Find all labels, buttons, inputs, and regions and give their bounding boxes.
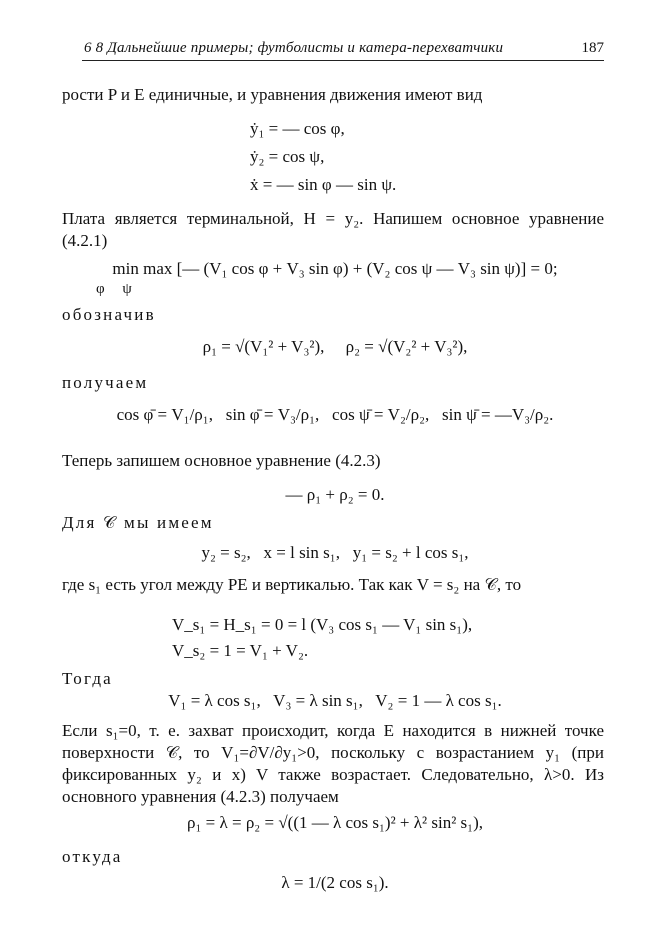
equation-x-dot: ẋ = — sin φ — sin ψ. — [250, 175, 397, 194]
equation-y1-dot: ẏ₁ = — cos φ, — [250, 119, 345, 138]
paragraph-now-write: Теперь запишем основное уравнение (4.2.3) — [62, 451, 381, 470]
running-header — [82, 38, 604, 61]
equation-rho-definitions: ρ₁ = √(V₁² + V₃²), ρ₂ = √(V₂² + V₃²), — [202, 337, 468, 356]
equation-minmax-subscripts: φ ψ — [96, 281, 132, 297]
equation-rho-balance: — ρ₁ + ρ₂ = 0. — [285, 485, 385, 504]
equation-main-minmax: min max [— (V₁ cos φ + V₃ sin φ) + (V₂ cos ψ — V₃ sin ψ)] = 0; — [112, 259, 558, 278]
paragraph-if-s1-zero: Если s₁=0, т. е. захват происходит, когда E находится в нижней точке поверхности 𝒞, то V₁=∂V/∂y₁>0, поскольку с возрастанием y₁ (при фиксированных y₂ и x) V также возрастает. Следовательно, λ>0. Из основного уравнения (4.2.3) получаем — [62, 721, 604, 806]
paragraph-angle-s1: где s₁ есть угол между PE и вертикалью. Так как V = s₂ на 𝒞, то — [62, 575, 522, 594]
chapter-title: 6 8 Дальнейшие примеры; футболисты и катера-перехватчики — [84, 40, 504, 56]
paragraph-intro: рости P и E единичные, и уравнения движения имеют вид — [62, 85, 483, 104]
paragraph-payoff: Плата является терминальной, H = y₂. Напишем основное уравнение (4.2.1) — [62, 209, 604, 250]
paragraph-for-c: Для 𝒞 мы имеем — [62, 513, 214, 532]
page-number: 187 — [581, 40, 604, 56]
equation-vs1: V_s₁ = H_s₁ = 0 = l (V₃ cos s₁ — V₁ sin s₁), — [172, 615, 473, 634]
equation-v-components: V₁ = λ cos s₁, V₃ = λ sin s₁, V₂ = 1 — λ cos s₁. — [168, 691, 502, 710]
paragraph-then: Тогда — [62, 669, 113, 688]
equation-y2-dot: ẏ₂ = cos ψ, — [250, 147, 325, 166]
equation-lambda-rho: ρ₁ = λ = ρ₂ = √((1 — λ cos s₁)² + λ² sin² s₁), — [187, 813, 483, 832]
paragraph-whence: откуда — [62, 847, 123, 866]
equation-surface-c: y₂ = s₂, x = l sin s₁, y₁ = s₂ + l cos s₁, — [201, 543, 469, 562]
equation-vs2: V_s₂ = 1 = V₁ + V₂. — [172, 641, 309, 660]
equation-lambda-result: λ = 1/(2 cos s₁). — [281, 873, 389, 892]
equation-optimal-angles: cos φ̄ = V₁/ρ₁, sin φ̄ = V₃/ρ₁, cos ψ̄ = V₂/ρ₂, sin ψ̄ = —V₃/ρ₂. — [116, 405, 554, 424]
paragraph-denoting: обозначив — [62, 305, 156, 324]
paragraph-obtain: получаем — [62, 373, 149, 392]
